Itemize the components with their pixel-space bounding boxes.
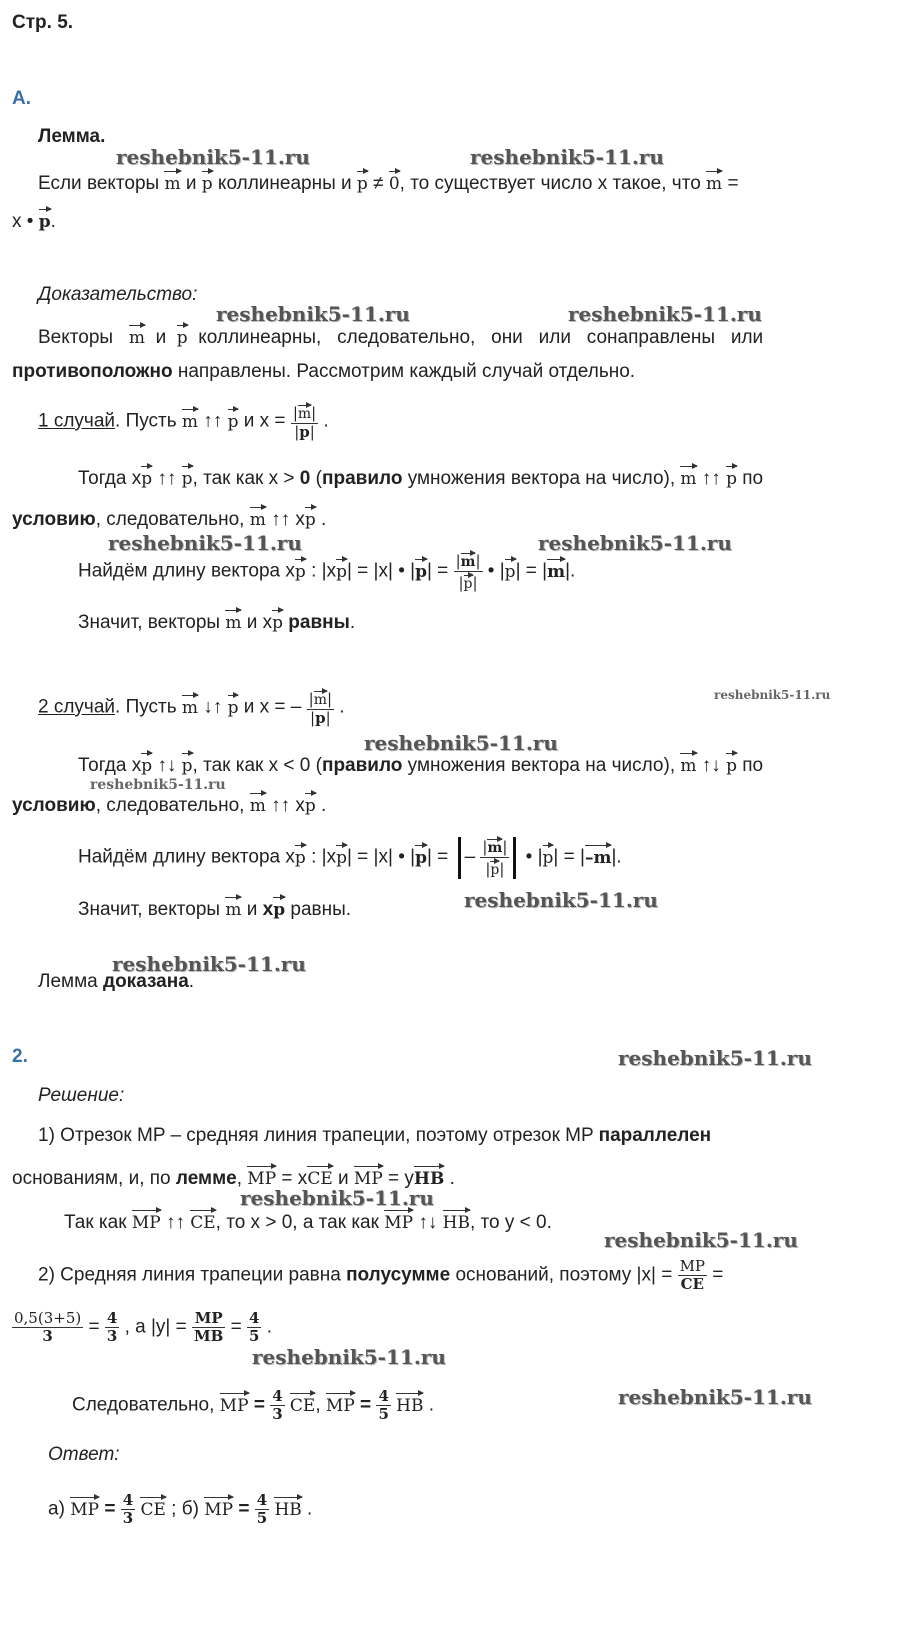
case1-conclusion: Значит, векторы m и xp равны. [78,607,355,635]
case2-length: Найдём длину вектора xp : |xp| = |x| • |p| = – $\frac{|m|}{|p|}$ • |p| = |–m|. [78,838,622,878]
consequently: Следовательно, MP = $\frac{4}{3}$ CE, MP = $\frac{4}{5}$ HB . [72,1387,435,1423]
watermark: reshebnik5-11.ru [464,888,658,912]
case2-intro: 2 случай. Пусть m ↓↑ p и x = – $\frac{|m|}{|p|}$ . [38,690,345,727]
watermark: reshebnik5-11.ru [364,731,558,755]
answer-title: Ответ: [48,1444,120,1465]
proof-intro: Векторы m и p коллинеарны, следовательно, они или сонаправлены или [38,322,874,350]
lemma-text-cont: x • p. [12,206,56,234]
proof-title: Доказательство: [38,284,198,305]
lemma-title: Лемма. [38,126,106,147]
watermark: reshebnik5-11.ru [108,531,302,555]
case1-intro: 1 случай. Пусть m ↑↑ p и x = $\frac{|m|}{|p|}$ . [38,404,329,441]
watermark: reshebnik5-11.ru [116,145,310,169]
step1b: Так как MP ↑↑ CE, то x > 0, а так как MP ↑↓ HB, то y < 0. [64,1207,552,1235]
watermark: reshebnik5-11.ru [252,1345,446,1369]
step1-cont: основаниям, и, по лемме, MP = xCE и MP = yHB . [12,1163,455,1191]
case1-label: 1 случай [38,410,116,432]
watermark: reshebnik5-11.ru [538,531,732,555]
watermark: reshebnik5-11.ru [470,145,664,169]
section-a-label: А. [12,88,31,109]
watermark: reshebnik5-11.ru [568,302,762,326]
watermark: reshebnik5-11.ru [714,688,831,702]
watermark: reshebnik5-11.ru [618,1046,812,1070]
watermark: reshebnik5-11.ru [618,1385,812,1409]
watermark: reshebnik5-11.ru [604,1228,798,1252]
case1-then-cont: условию, следовательно, m ↑↑ xp . [12,504,326,532]
case2-conclusion: Значит, векторы m и xp равны. [78,894,351,922]
watermark: reshebnik5-11.ru [112,952,306,976]
watermark: reshebnik5-11.ru [216,302,410,326]
step2: 2) Средняя линия трапеции равна полусумме оснований, поэтому |x| = $\frac{MP}{CE}$ = [38,1257,724,1293]
case2-then-cont: условию, следовательно, m ↑↑ xp . [12,790,326,818]
case2-label: 2 случай [38,696,116,718]
section-2-label: 2. [12,1046,28,1067]
step2-cont: $\frac{0,5(3+5)}{3}$ = $\frac{4}{3}$ , а |y| = $\frac{MP}{MB}$ = $\frac{4}{5}$ . [14,1309,272,1345]
watermark: reshebnik5-11.ru [240,1186,434,1210]
case1-then: Тогда xp ↑↑ p, так как x > 0 (правило умножения вектора на число), m ↑↑ p по [78,463,763,491]
case1-length: Найдём длину вектора xp : |xp| = |x| • |p| = $\frac{|m|}{|p|}$ • |p| = |m|. [78,552,576,592]
proof-intro-cont: противоположно направлены. Рассмотрим каждый случай отдельно. [12,361,636,382]
lemma-text: Если векторы m и p коллинеарны и p ≠ 0, то существует число x такое, что m = [38,168,878,196]
lemma-done: Лемма доказана. [38,971,195,992]
page-title: Стр. 5. [12,12,74,33]
solution-title: Решение: [38,1085,125,1106]
step1: 1) Отрезок MP – средняя линия трапеции, поэтому отрезок MP параллелен [38,1125,712,1146]
case2-then: Тогда xp ↑↓ p, так как x < 0 (правило умножения вектора на число), m ↑↓ p по [78,750,763,778]
watermark: reshebnik5-11.ru [90,777,226,793]
answer: а) MP = $\frac{4}{3}$ CE ; б) MP = $\frac{4}{5}$ HB . [48,1491,313,1527]
